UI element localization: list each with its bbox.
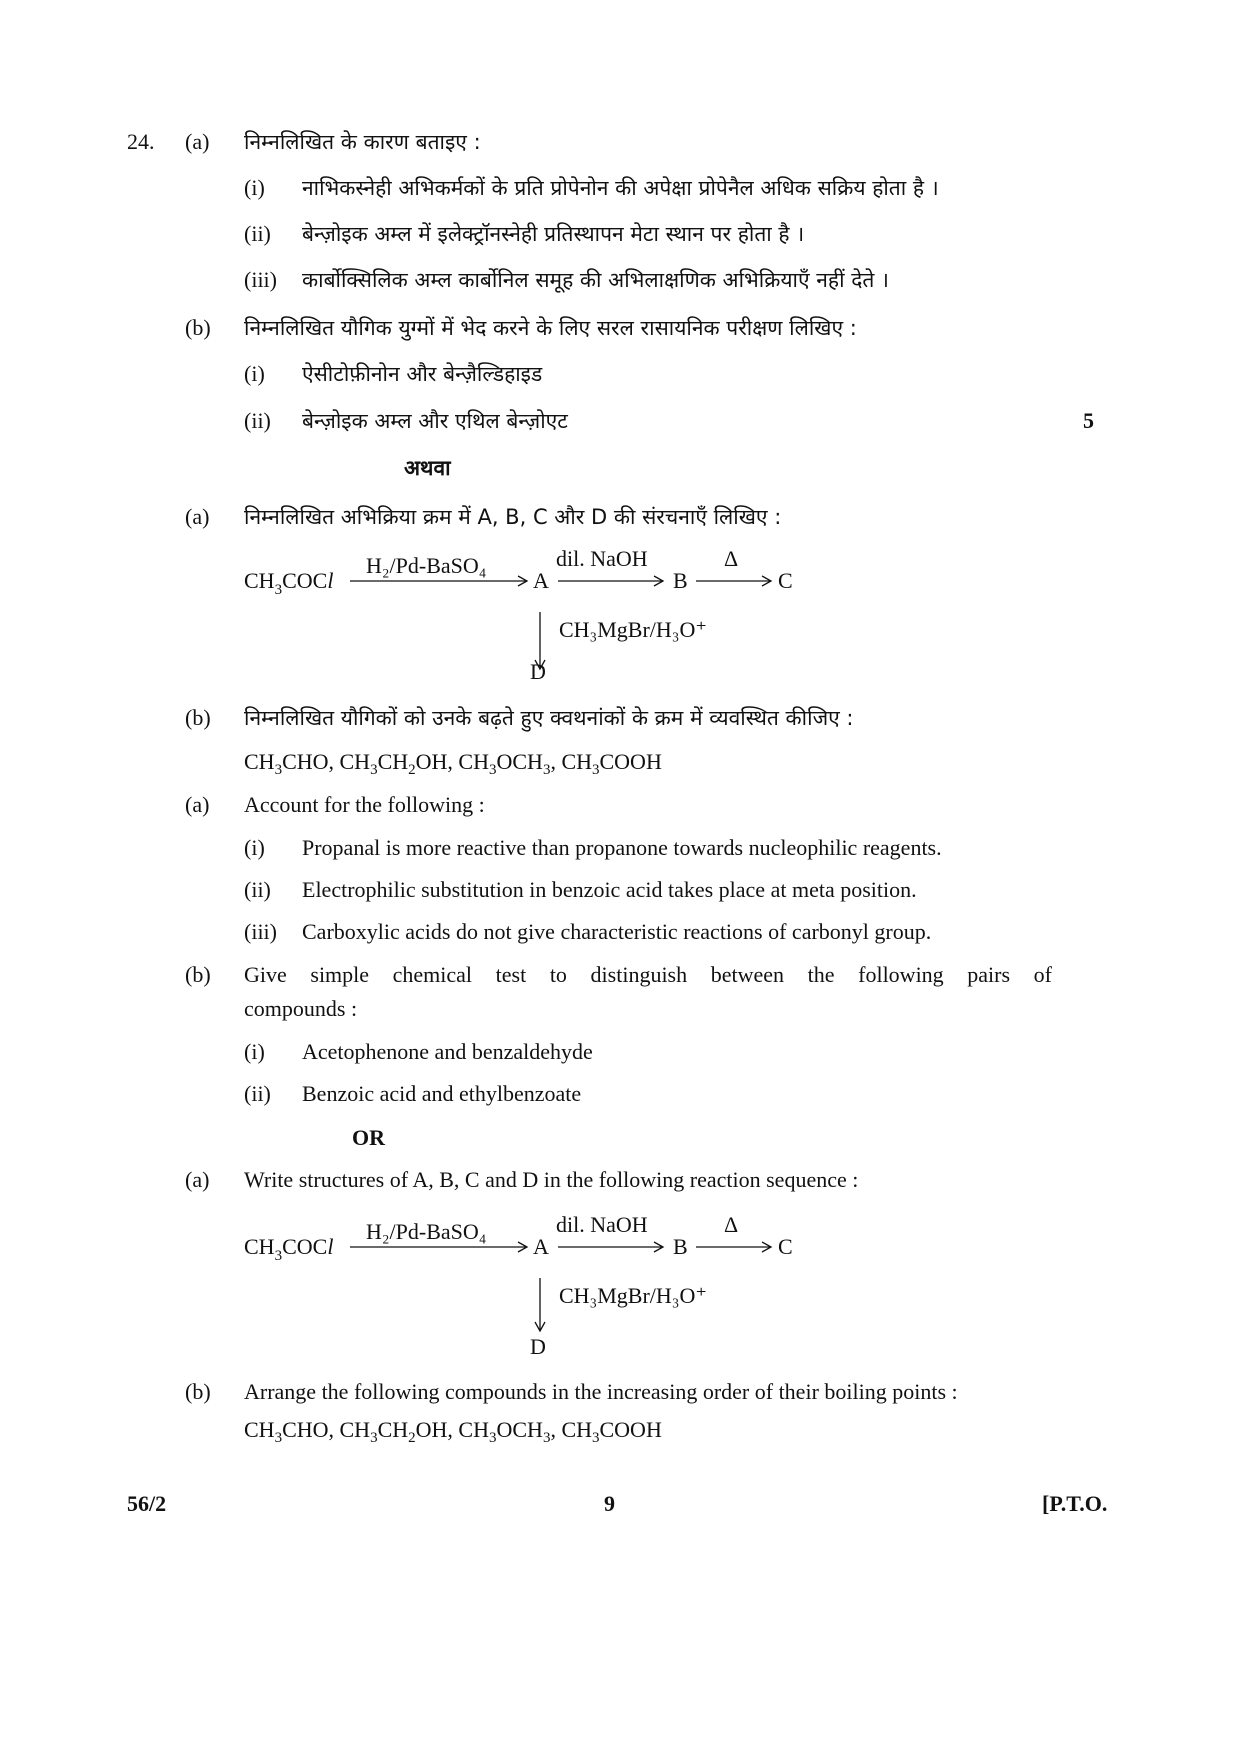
english-or-b-text: Arrange the following compounds in the increasing order of their boiling points :: [244, 1379, 958, 1404]
hindi-a-text: निम्नलिखित के कारण बताइए :: [244, 130, 481, 154]
product-c-en: C: [778, 1234, 793, 1259]
english-a-iii-label: (iii): [244, 919, 277, 944]
compound-list-hindi: $CH_3CHO$, $CH_3CH_2OH$, $CH_3OCH_3$, $CH_3COOH$: [244, 749, 662, 778]
reagent-3-en: Δ: [724, 1212, 739, 1237]
hindi-a-iii-label: (iii): [244, 267, 277, 292]
english-a-ii-text: Electrophilic substitution in benzoic acid takes place at meta position.: [302, 877, 917, 902]
hindi-or-b-label: (b): [185, 705, 211, 730]
hindi-b-i-text: ऐसीटोफ़ीनोन और बेन्ज़ैल्डिहाइड: [302, 362, 543, 386]
english-or-b-label: (b): [185, 1379, 211, 1404]
hindi-b-i-label: (i): [244, 361, 265, 386]
english-or: OR: [352, 1125, 385, 1150]
pto-label: [P.T.O.: [1042, 1491, 1108, 1516]
hindi-a-ii-text: बेन्ज़ोइक अम्ल में इलेक्ट्रॉनस्नेही प्रतिस्थापन मेटा स्थान पर होता है ।: [302, 222, 805, 246]
reagent-3: Δ: [724, 546, 739, 571]
english-b-text-line2: compounds :: [244, 996, 358, 1021]
reagent-4-en: CH₃MgBr/H₃O⁺: [559, 1283, 707, 1308]
hindi-a-ii-label: (ii): [244, 221, 271, 246]
question-number: 24.: [127, 129, 155, 154]
hindi-or: अथवा: [404, 456, 451, 480]
page-number: 9: [604, 1491, 615, 1516]
english-b-i-label: (i): [244, 1039, 265, 1064]
reactant-acetyl-chloride-en: $CH_3COCl$: [244, 1234, 334, 1264]
product-d: D: [530, 659, 546, 684]
english-b-text-line1: Give simple chemical test to distinguish between the following pairs of: [244, 962, 1052, 987]
english-b-label: (b): [185, 962, 211, 987]
english-b-ii-label: (ii): [244, 1081, 271, 1106]
hindi-b-ii-label: (ii): [244, 408, 271, 433]
product-b: B: [673, 568, 688, 593]
product-a-en: A: [533, 1234, 549, 1259]
compound-list-english: $CH_3CHO$, $CH_3CH_2OH$, $CH_3OCH_3$, $CH_3COOH$: [244, 1417, 662, 1446]
reagent-1-en: H₂/Pd-BaSO₄: [366, 1219, 487, 1244]
hindi-or-b-text: निम्नलिखित यौगिकों को उनके बढ़ते हुए क्वथनांकों के क्रम में व्यवस्थित कीजिए :: [244, 706, 854, 730]
hindi-or-a-text: निम्नलिखित अभिक्रिया क्रम में A, B, C और D की संरचनाएँ लिखिए :: [244, 505, 782, 529]
english-a-ii-label: (ii): [244, 877, 271, 902]
english-a-text: Account for the following :: [244, 792, 485, 817]
paper-code: 56/2: [127, 1491, 167, 1516]
hindi-a-label: (a): [185, 129, 210, 154]
hindi-b-text: निम्नलिखित यौगिक युग्मों में भेद करने के लिए सरल रासायनिक परीक्षण लिखिए :: [244, 316, 857, 340]
reactant-acetyl-chloride: $CH_3COCl$: [244, 568, 334, 598]
english-a-label: (a): [185, 792, 210, 817]
product-d-en: D: [530, 1334, 546, 1359]
english-a-i-text: Propanal is more reactive than propanone towards nucleophilic reagents.: [302, 835, 942, 860]
english-or-a-text: Write structures of A, B, C and D in the following reaction sequence :: [244, 1167, 859, 1192]
reagent-1: H₂/Pd-BaSO₄: [366, 553, 487, 578]
marks: 5: [1083, 408, 1094, 433]
hindi-or-a-label: (a): [185, 504, 210, 529]
reagent-2-en: dil. NaOH: [556, 1212, 648, 1237]
hindi-a-i-label: (i): [244, 175, 265, 200]
english-a-i-label: (i): [244, 835, 265, 860]
product-b-en: B: [673, 1234, 688, 1259]
hindi-a-i-text: नाभिकस्नेही अभिकर्मकों के प्रति प्रोपेनोन की अपेक्षा प्रोपेनैल अधिक सक्रिय होता है ।: [302, 176, 939, 200]
hindi-b-label: (b): [185, 315, 211, 340]
hindi-b-ii-text: बेन्ज़ोइक अम्ल और एथिल बेन्ज़ोएट: [302, 409, 568, 433]
english-b-ii-text: Benzoic acid and ethylbenzoate: [302, 1081, 582, 1106]
hindi-a-iii-text: कार्बोक्सिलिक अम्ल कार्बोनिल समूह की अभिलाक्षणिक अभिक्रियाएँ नहीं देते ।: [302, 268, 889, 292]
reagent-2: dil. NaOH: [556, 546, 648, 571]
english-b-i-text: Acetophenone and benzaldehyde: [302, 1039, 593, 1064]
reagent-4: CH₃MgBr/H₃O⁺: [559, 617, 707, 642]
english-or-a-label: (a): [185, 1167, 210, 1192]
product-a: A: [533, 568, 549, 593]
english-a-iii-text: Carboxylic acids do not give characteristic reactions of carbonyl group.: [302, 919, 932, 944]
product-c: C: [778, 568, 793, 593]
